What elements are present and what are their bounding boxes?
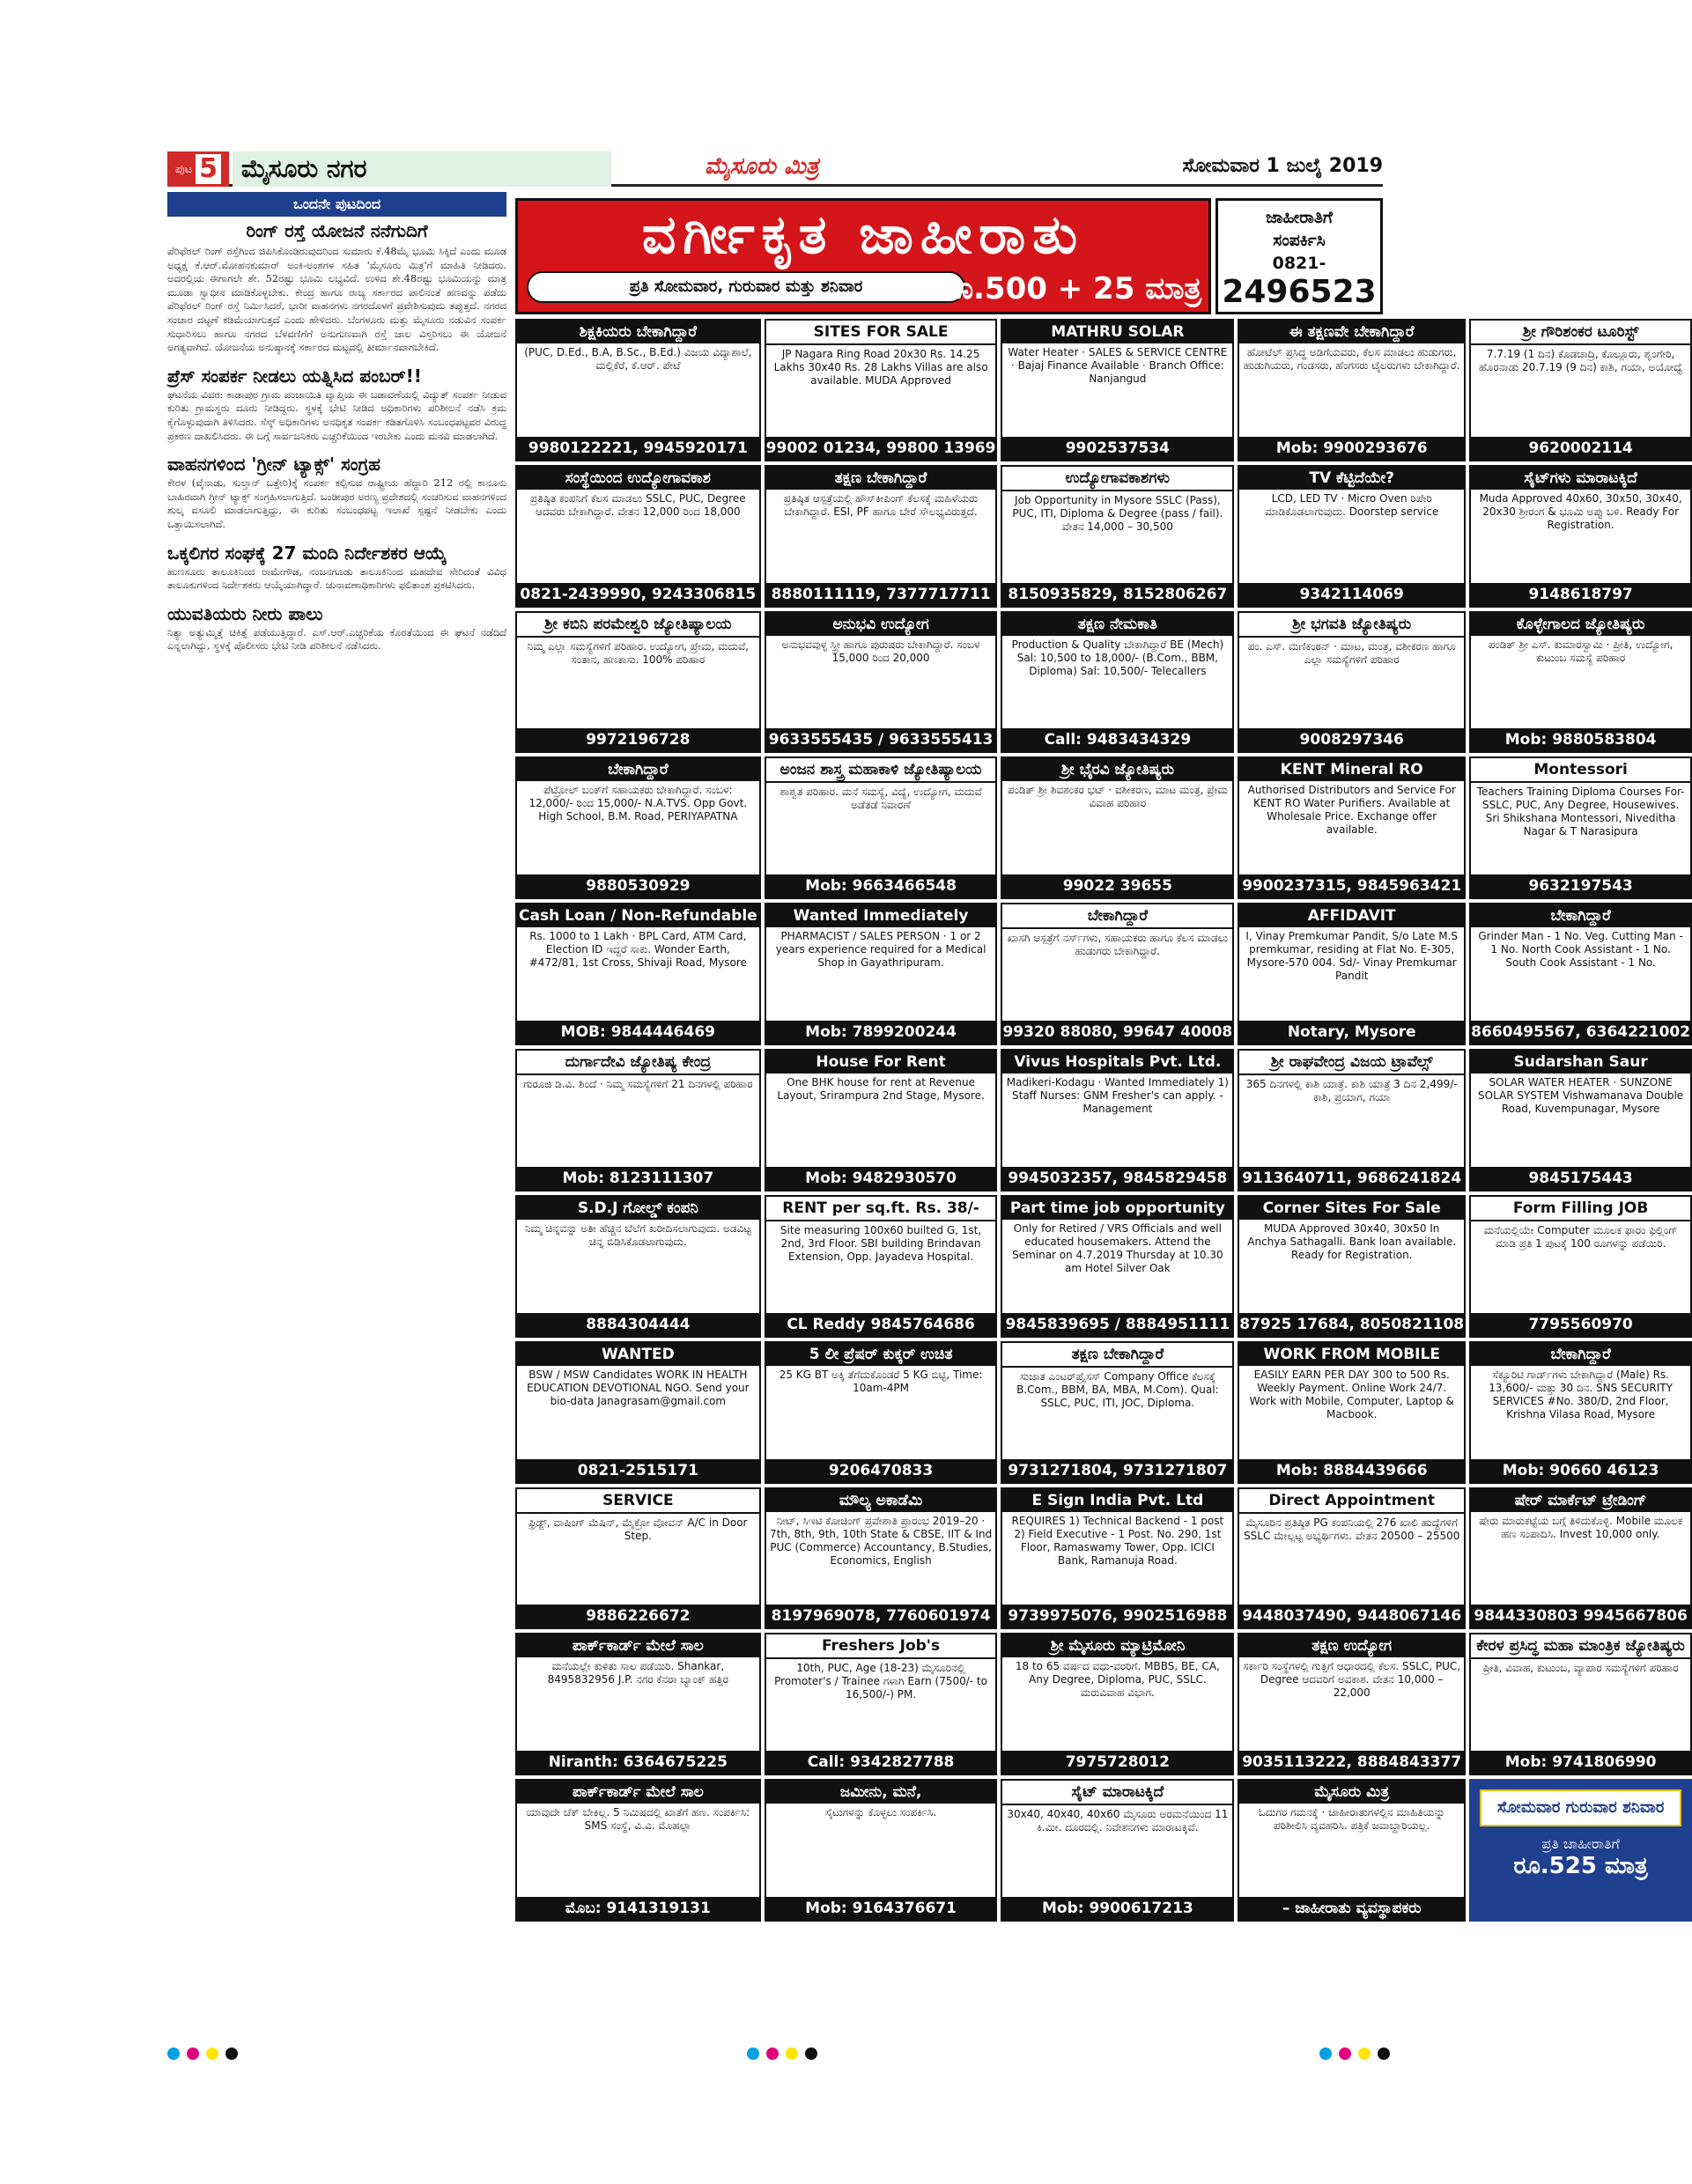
ad-body: Only for Retired / VRS Officials and well educated housemakers. Attend the Seminar on 4.7.2019 Thursday at 10.30 am Hotel Silver Oak [1012, 1221, 1223, 1274]
news-body: ಘಟನೆಯ ವಿವರ: ಕಾಡಾಪುರ ಗ್ರಾಮ ಪಂಚಾಯಿತಿ ವ್ಯಾಪ್ತಿಯ ಈ ಬಡಾವಣೆಯಲ್ಲಿ ವಿದ್ಯುತ್ ಸಂಪರ್ಕ ನೀಡುವ ಕುರಿತು ಗ್ರಾಮಸ್ಥರು ದೂರು ನೀಡಿದ್ದರು. ಸ್ಥಳಕ್ಕೆ ಭೇಟಿ ನೀಡಿದ ಅಧಿಕಾರಿಗಳು ಪರಿಶೀಲನೆ ನಡೆಸಿ ಕ್ರಮ ಕೈಗೊಳ್ಳುವುದಾಗಿ ತಿಳಿಸಿದರು. ಸೆಸ್ಕ್ ಅಧಿಕಾರಿಗಳು ಅನಧಿಕೃತ ಸಂಪರ್ಕ ಕಡಿತಗೊಳಿಸಿ ಸಂಬಂಧಪಟ್ಟವರ ವಿರುದ್ಧ ಪ್ರಕರಣ ದಾಖಲಿಸಿದರು. ಈ ಬಗ್ಗೆ ಸಾರ್ವಜನಿಕರು ಎಚ್ಚರಿಕೆಯಿಂದ ಇರಬೇಕು ಎಂದು ಮನವಿ ಮಾಡಲಾಗಿದೆ. [167, 387, 506, 442]
classified-ad [1001, 1049, 1234, 1192]
ad-title: SERVICE [517, 1489, 759, 1514]
ad-body: Grinder Man - 1 No. Veg. Cutting Man - 1 No. North Cook Assistant - 1 No. South Cook Assistant - 1 No. [1478, 930, 1683, 970]
ad-phone: Mob: 90660 46123 [1471, 1459, 1690, 1482]
ad-body: Rs. 1000 to 1 Lakh · BPL Card, ATM Card, Election ID ಇದ್ದರೆ ಸಾಕು. Wonder Earth, #472/81, 1st Cross, Shivaji Road, Mysore [528, 930, 747, 970]
classified-ad [765, 1633, 998, 1775]
ad-body: Water Heater · SALES & SERVICE CENTRE · Bajaj Finance Available · Branch Office: Nanjangud [1008, 346, 1228, 385]
ad-body: ಪೆಟ್ರೋಲ್ ಬಂಕ್‌ಗೆ ಸಹಾಯಕರು ಬೇಕಾಗಿದ್ದಾರೆ. ಸಂಬಳ: 12,000/- ರಿಂದ 15,000/- N.A.TVS. Opp Govt. High School, B.M. Road, PERIYAPATNA [528, 784, 748, 823]
classified-ad [1469, 1195, 1692, 1338]
ad-body: ಓದುಗರ ಗಮನಕ್ಕೆ · ಜಾಹೀರಾತುಗಳಲ್ಲಿನ ಮಾಹಿತಿಯನ್ನು ಪರಿಶೀಲಿಸಿ ವ್ಯವಹರಿಸಿ. ಪತ್ರಿಕೆ ಜವಾಬ್ದಾರಿಯಲ್ಲ. [1258, 1806, 1445, 1833]
ad-phone: Mob: 9900617213 [1002, 1897, 1232, 1920]
ad-title: ಈ ತಕ್ಷಣವೇ ಬೇಕಾಗಿದ್ದಾರೆ [1239, 321, 1464, 343]
classified-ad [1238, 319, 1466, 461]
ad-body: ಪಂ. ಎಸ್. ಮಣಿಕಂಠನ್ · ಮಾಟ, ಮಂತ್ರ, ವಶೀಕರಣ ಹಾಗೂ ಎಲ್ಲಾ ಸಮಸ್ಯೆಗಳಿಗೆ ಪರಿಹಾರ [1247, 639, 1456, 666]
ad-phone: 9739975076, 9902516988 [1002, 1605, 1232, 1627]
ad-body: ಪಂಡಿತ್ ಶ್ರೀ ಎಸ್. ಕುಮಾರಸ್ವಾಮಿ · ಪ್ರೀತಿ, ಉದ್ಯೋಗ, ಕುಟುಂಬ ಸಮಸ್ಯೆ ಪರಿಹಾರ [1488, 638, 1674, 664]
registration-marks-left [167, 2048, 238, 2060]
ad-phone: 7975728012 [1002, 1751, 1232, 1774]
ad-phone: 9945032357, 9845829458 [1002, 1167, 1232, 1190]
promo-text: ಸೋಮವಾರ ಗುರುವಾರ ಶನಿವಾರ [1480, 1789, 1681, 1826]
ad-title: ಪಾರ್ಕ್‌ಕಾರ್ಡ್ ಮೇಲೆ ಸಾಲ [517, 1781, 759, 1804]
ad-body: ಪ್ರತಿಷ್ಠಿತ ಕಂಪನಿಗೆ ಕೆಲಸ ಮಾಡಲು SSLC, PUC, Degree ಆದವರು ಬೇಕಾಗಿದ್ದಾರೆ. ವೇತನ 12,000 ರಿಂದ 18,000 [530, 491, 746, 518]
magenta-dot [1339, 2048, 1351, 2060]
ad-body: ಖಾಸಗಿ ಆಸ್ಪತ್ರೆಗೆ ನರ್ಸ್‌ಗಳು, ಸಹಾಯಕರು ಹಾಗೂ ಕೆಲಸ ಮಾಡಲು ಹುಡುಗರು ಬೇಕಾಗಿದ್ದಾರೆ. [1007, 932, 1229, 958]
classified-ad [515, 319, 761, 461]
ad-title: ಸಂಸ್ಥೆಯಿಂದ ಉದ್ಯೋಗಾವಕಾಶ [517, 467, 759, 490]
news-subhead: ವಾಹನಗಳಿಂದ 'ಗ್ರೀನ್ ಟ್ಯಾಕ್ಸ್' ಸಂಗ್ರಹ [167, 454, 381, 476]
ad-phone: Call: 9342827788 [766, 1751, 996, 1774]
ad-body: ಪ್ರೀತಿ, ವಿವಾಹ, ಕುಟುಂಬ, ವ್ಯಾಪಾರ ಸಮಸ್ಯೆಗಳಿಗೆ ಪರಿಹಾರ [1482, 1662, 1679, 1675]
classified-ad [1001, 611, 1234, 754]
ad-phone: 9845175443 [1471, 1167, 1690, 1190]
classified-ad [1001, 319, 1234, 461]
ad-phone: 9113640711, 9686241824 [1239, 1167, 1464, 1190]
ad-title: ದುರ್ಗಾದೇವಿ ಜ್ಯೋತಿಷ್ಯ ಕೇಂದ್ರ [517, 1051, 759, 1075]
ad-title: ಶಿಕ್ಷಕಿಯರು ಬೇಕಾಗಿದ್ದಾರೆ [517, 321, 759, 343]
classified-ad [765, 903, 998, 1045]
ad-phone: 9632197543 [1471, 874, 1690, 897]
ad-title: Cash Loan / Non-Refundable [517, 904, 759, 927]
ad-body: ಸೆಕ್ಯೂರಿಟಿ ಗಾರ್ಡ್‌ಗಳು ಬೇಕಾಗಿದ್ದಾರೆ (Male) Rs. 13,600/- ಮತ್ತು 30 ದಿನ. SNS SECURITY SERVICES #No. 380/D, 2nd Floor, Krishna Vilasa Road, Mysore [1489, 1368, 1673, 1420]
classified-ad [515, 756, 761, 899]
ad-phone: 7795560970 [1471, 1313, 1690, 1336]
classified-ad [765, 756, 998, 899]
ad-body: Production & Quality ಬೇಕಾಗಿದ್ದಾರೆ BE (Mech) Sal: 10,500 to 18,000/- (B.Com., BBM, Diploma) Sal: 10,500/- Telecallers [1011, 638, 1224, 677]
ad-title: ಶ್ರೀ ಭೈರವಿ ಜ್ಯೋತಿಷ್ಯರು [1002, 758, 1232, 781]
classified-ad [765, 319, 998, 461]
news-body: ಪೆರಿಫೆರಲ್ ರಿಂಗ್ ರಸ್ತೆಗಿಂದ ಜಿಪಿಸಿಕೊಂಡಿರುವುದರಿಂದ ಸುಮಾರು ಕೆ.48ಮೈ ಭೂಮಿ ಸಿಕ್ಕಿದೆ ಎಂದು ಮೂಡ ಅಧ್ಯಕ್ಷ ಕೆ.ಆರ್.ಮೋಹನಕುಮಾರ್ ಅಂಕಿ-ಅಂಶಗಳ ಸಹಿತ 'ಮೈಸೂರು ಮಿತ್ರ'ಗೆ ಮಾಹಿತಿ ನೀಡಿದರು. ಅದರಲ್ಲಿಯ ಈಗಾಗಲೇ ಶೇ. 52ರಷ್ಟು ಭೂಮಿ ಲಭ್ಯವಿದೆ. ಉಳಿದ ಶೇ.48ರಷ್ಟು ಭೂಮಿಯನ್ನು ಮಾತ್ರ ಮೂಡಾ ಸ್ವಾಧೀನ ಮಾಡಿಕೊಳ್ಳಬೇಕು. ಕೇಂದ್ರ ಹಾಗೂ ರಾಜ್ಯ ಸರ್ಕಾರದ ಪಾಲಿನಂತೆ ಹಣವನ್ನು ಪಡೆದು ಪೆರಿಫೆರಲ್ ರಿಂಗ್ ರಸ್ತೆ ನಿರ್ಮಿಸಿದರೆ, ಭಾರೀ ವಾಹನಗಳು ನಗರದೊಳಗೆ ಪ್ರವೇಶಿಸುವುದು ತಪ್ಪುತ್ತದೆ. ನಗರದ ಸಂಚಾರ ದಟ್ಟಣೆ ಕಡಿಮೆಯಾಗುತ್ತದೆ ಎಂದು ಹೇಳಿದರು. ಬೆಂಗಳೂರು ಮತ್ತು ಮೈಸೂರು ನಡುವಿನ ಸಂಪರ್ಕ ಸುಧಾರಿಸಲು ಹಾಗೂ ನಗರದ ಬೆಳವಣಿಗೆಗೆ ಅನುಗುಣವಾಗಿ ರಸ್ತೆ ಜಾಲ ವಿಸ್ತರಿಸಲು ಈ ಯೋಜನೆ ಅಗತ್ಯವಾಗಿದೆ. ಯೋಜನೆಯ ಅನುಷ್ಠಾನಕ್ಕೆ ಸರ್ಕಾರದ ಮಟ್ಟದಲ್ಲಿ ತೀರ್ಮಾನವಾಗಬೇಕಿದೆ. [167, 245, 506, 354]
ad-title: ಮೈಸೂರು ಮಿತ್ರ [1239, 1781, 1464, 1804]
ad-title: ಶ್ರೀ ಕಬಿನಿ ಪರಮೇಶ್ವರಿ ಜ್ಯೋತಿಷ್ಯಾಲಯ [517, 613, 759, 638]
ad-phone: Mob: 9663466548 [766, 874, 996, 897]
ad-phone: Mob: 9900293676 [1239, 437, 1464, 460]
ad-body: I, Vinay Premkumar Pandit, S/o Late M.S premkumar, residing at Flat No. E-305, Mysore-570 004. Sd/- Vinay Premkumar Pandit [1245, 930, 1458, 983]
ad-phone: Mob: 9482930570 [766, 1167, 996, 1190]
news-body: ಕೇರಳ (ವೈನಾಡು, ಸುಲ್ತಾನ್ ಬತ್ತೇರಿ)ಕ್ಕೆ ಸಂಪರ್ಕ ಕಲ್ಪಿಸುವ ರಾಷ್ಟ್ರೀಯ ಹೆದ್ದಾರಿ 212 ರಲ್ಲಿ ಕಾನೂನು ಬಾಹಿರವಾಗಿ ಗ್ರೀನ್ ಟ್ಯಾಕ್ಸ್ ಸಂಗ್ರಹಿಸಲಾಗುತ್ತಿದೆ. ಬಂಡೀಪುರ ಅರಣ್ಯ ಪ್ರದೇಶದಲ್ಲಿ ಸಂಚರಿಸುವ ವಾಹನಗಳಿಂದ ಶುಲ್ಕ ವಸೂಲಿ ಮಾಡಲಾಗುತ್ತಿದ್ದು, ಈ ಕುರಿತು ಸಂಬಂಧಪಟ್ಟ ಇಲಾಖೆ ಸ್ಪಷ್ಟನೆ ನೀಡಬೇಕು ಎಂದು ಒತ್ತಾಯಿಸಲಾಗಿದೆ. [167, 476, 506, 530]
classified-ad [1238, 1633, 1466, 1775]
ad-phone: MOB: 9844446469 [517, 1021, 759, 1044]
ad-phone: 9902537534 [1002, 437, 1232, 460]
classified-ad [515, 1195, 761, 1338]
classified-ad [765, 611, 998, 754]
black-dot [1378, 2048, 1390, 2060]
cyan-dot [1319, 2048, 1332, 2060]
classified-ad [1469, 1049, 1692, 1192]
ad-body: MUDA Approved 30x40, 30x50 In Anchya Sathagalli. Bank loan available. Ready for Registration. [1247, 1221, 1457, 1261]
classified-ad [1469, 1487, 1692, 1630]
promo-ad [1469, 1779, 1692, 1922]
ad-title: ಶ್ರೀ ಗೌರಿಶಂಕರ ಟೂರಿಸ್ಟ್ [1471, 321, 1690, 345]
ad-body: Authorised Distributors and Service For KENT RO Water Purifiers. Available at Wholesale Price. Exchange offer available. [1247, 784, 1456, 837]
classified-ad [1001, 756, 1234, 899]
ad-title: Direct Appointment [1239, 1489, 1464, 1514]
ad-body: SOLAR WATER HEATER · SUNZONE SOLAR SYSTEM Vishwamanava Double Road, Kuvempunagar, Mysore [1478, 1076, 1684, 1116]
ad-title: ಉದ್ಯೋಗಾವಕಾಶಗಳು [1002, 467, 1232, 491]
classified-ad [515, 465, 761, 608]
ad-body: 7.7.19 (1 ದಿನ) ಕೊಡಚಾದ್ರಿ, ಕೊಲ್ಲೂರು, ಶೃಂಗೇರಿ, ಹೊರನಾಡು 20.7.19 (9 ದಿನ) ಕಾಶಿ, ಗಯಾ, ಅಯೋಧ್ಯೆ [1478, 348, 1683, 373]
ad-title: House For Rent [766, 1051, 996, 1074]
ad-title: ಸೈಟ್ ಮಾರಾಟಕ್ಕಿದೆ [1002, 1781, 1232, 1805]
ad-title: ತಕ್ಷಣ ಬೇಕಾಗಿದ್ದಾರೆ [766, 467, 996, 490]
ad-title: ಶ್ರೀ ರಾಘವೇಂದ್ರ ವಿಜಯ ಟ್ರಾವೆಲ್ಸ್ [1239, 1051, 1464, 1075]
ad-body: Job Opportunity in Mysore SSLC (Pass), PUC, ITI, Diploma & Degree (pass / fail). ವೇತನ 14,000 – 30,500 [1012, 493, 1223, 533]
ad-title: Montessori [1471, 758, 1690, 783]
ad-title: MATHRU SOLAR [1002, 321, 1232, 343]
classified-ad [1238, 1779, 1466, 1922]
page-header [167, 151, 1383, 187]
ad-body: ಅನುಭವವುಳ್ಳ ಸ್ತ್ರೀ ಹಾಗೂ ಪುರುಷರು ಬೇಕಾಗಿದ್ದಾರೆ. ಸಂಬಳ 15,000 ರಿಂದ 20,000 [781, 638, 980, 664]
classified-ad [765, 1341, 998, 1484]
ad-title: S.D.J ಗೋಲ್ಡ್ ಕಂಪನಿ [517, 1197, 759, 1220]
contact-line: ಜಾಹೀರಾತಿಗೆ [1266, 208, 1333, 227]
ad-phone: 9206470833 [766, 1459, 996, 1482]
ad-body: BSW / MSW Candidates WORK IN HEALTH EDUCATION DEVOTIONAL NGO. Send your bio-data Janagrasam@gmail.com [527, 1368, 750, 1407]
yellow-dot [786, 2048, 798, 2060]
ad-title: Freshers Job's [766, 1634, 996, 1659]
ad-body: LCD, LED TV · Micro Oven ರಿಪೇರಿ ಮಾಡಿಕೊಡಲಾಗುವುದು. Doorstep service [1265, 491, 1439, 518]
ad-body: ಪ್ರತಿಷ್ಠಿತ ಆಸ್ಪತ್ರೆಯಲ್ಲಿ ಹೌಸ್‌ಕೀಪಿಂಗ್ ಕೆಲಸಕ್ಕೆ ಮಹಿಳೆಯರು ಬೇಕಾಗಿದ್ದಾರೆ. ESI, PF ಹಾಗೂ ಬೇರೆ ಸೌಲಭ್ಯವಿರುತ್ತದೆ. [783, 491, 979, 518]
classified-ad [515, 1487, 761, 1630]
ad-body: 10th, PUC, Age (18-23) ಮೈಸೂರಿನಲ್ಲಿ Promoter's / Trainee ಗಳಾಗಿ Earn (7500/- to 16,500/-) PM. [774, 1662, 987, 1701]
ad-phone: Mob: 7899200244 [766, 1021, 996, 1044]
ad-title: ಜಮೀನು, ಮನೆ, [766, 1781, 996, 1804]
ad-title: ಶ್ರೀ ಮೈಸೂರು ಮ್ಯಾಟ್ರಿಮೋನಿ [1002, 1634, 1232, 1657]
classified-ad [1238, 1341, 1466, 1484]
ad-phone: 9880530929 [517, 874, 759, 897]
ad-body: Teachers Training Diploma Courses For-SSLC, PUC, Any Degree, Housewives. Sri Shikshana Montessori, Niveditha Nagar & T Narasipura [1476, 786, 1685, 838]
ad-body: ಮನೆಯಲ್ಲಿಯೇ Computer ಮೂಲಕ ಫಾರಂ ಫಿಲ್ಲಿಂಗ್ ಮಾಡಿ ಪ್ರತಿ 1 ಪುಟಕ್ಕೆ 100 ರೂಗಳನ್ನು ಪಡೆಯಿರಿ. [1483, 1223, 1678, 1250]
ad-title: ಬೇಕಾಗಿದ್ದಾರೆ [517, 758, 759, 781]
ad-body: ಸರ್ಕಾರಿ ಸಂಸ್ಥೆಗಳಲ್ಲಿ ಗುತ್ತಿಗೆ ಆಧಾರದಲ್ಲಿ ಕೆಲಸ. SSLC, PUC, Degree ಆದವರಿಗೆ ಅವಕಾಶ. ವೇತನ 10,000 – 22,000 [1243, 1660, 1461, 1700]
ad-title: Corner Sites For Sale [1239, 1197, 1464, 1220]
classified-ads-grid [515, 319, 1691, 1922]
classified-ad [1469, 465, 1692, 608]
registration-marks-center [747, 2048, 817, 2060]
ad-phone: Mob: 8123111307 [517, 1167, 759, 1190]
ad-title: ಅಂಜನ ಶಾಸ್ತ್ರ ಮಹಾಕಾಳಿ ಜ್ಯೋತಿಷ್ಯಾಲಯ [766, 758, 996, 783]
ad-title: ಕೊಳ್ಳೇಗಾಲದ ಜ್ಯೋತಿಷ್ಯರು [1471, 613, 1690, 636]
promo-text: ಪ್ರತಿ ಜಾಹೀರಾತಿಗೆ [1541, 1835, 1620, 1853]
ad-body: (PUC, D.Ed., B.A, B.Sc., B.Ed.) ವಿಜಯ ವಿದ್ಯಾಶಾಲೆ, ಮಲ್ಲಿಕೆರೆ, ಕೆ.ಆರ್. ಪೇಟೆ [524, 346, 752, 372]
ad-phone: 99022 39655 [1002, 874, 1232, 897]
ad-title: Vivus Hospitals Pvt. Ltd. [1002, 1051, 1232, 1074]
ad-body: ಸೈಟುಗಳನ್ನು ಕೊಳ್ಳಲು ಸಂಪರ್ಕಿಸಿ. [824, 1806, 937, 1819]
banner-days: ಪ್ರತಿ ಸೋಮವಾರ, ಗುರುವಾರ ಮತ್ತು ಶನಿವಾರ [527, 271, 965, 303]
news-kicker: ಒಂದನೇ ಪುಟದಿಂದ [167, 192, 506, 217]
ad-body: ಫ್ರಿಡ್ಜ್, ವಾಷಿಂಗ್ ಮೆಷಿನ್, ಮೈಕ್ರೋ ವೋವನ್ A/C in Door Step. [528, 1516, 748, 1542]
news-subhead: ಪ್ರೆಸ್ ಸಂಪರ್ಕ ನೀಡಲು ಯತ್ನಿಸಿದ ಪಂಬರ್!! [167, 365, 422, 387]
classified-ad [765, 1195, 998, 1338]
classified-ad [1469, 903, 1692, 1045]
ad-body: ಮನೆಯಲ್ಲೇ ಕುಳಿತು ಸಾಲ ಪಡೆಯಿರಿ. Shankar, 8495832956 J.P. ನಗರ ಕೆನರಾ ಬ್ಯಾಂಕ್ ಹತ್ತಿರ [547, 1660, 728, 1686]
news-headline: ರಿಂಗ್ ರಸ್ತೆ ಯೋಜನೆ ನನೆಗುದಿಗೆ [246, 220, 428, 241]
classifieds-banner [515, 198, 1211, 314]
ad-phone: 87925 17684, 8050821108 [1239, 1313, 1464, 1336]
contact-line: 0821- [1272, 254, 1326, 273]
classified-ad [1238, 903, 1466, 1045]
magenta-dot [187, 2048, 199, 2060]
ad-body: ನಿಮ್ಮ ಚಿನ್ನವನ್ನು ಅತೀ ಹೆಚ್ಚಿನ ಬೆಲೆಗೆ ಖರೀದಿಸಲಾಗುವುದು. ಅಡವಿಟ್ಟ ಚಿನ್ನ ಬಿಡಿಸಿಕೊಡಲಾಗುವುದು. [524, 1221, 751, 1248]
classified-ad [1238, 611, 1466, 754]
ad-title: KENT Mineral RO [1239, 758, 1464, 781]
ad-phone: 9731271804, 9731271807 [1002, 1459, 1232, 1482]
classified-ad [1469, 611, 1692, 754]
classified-ad [1238, 1049, 1466, 1192]
ad-phone: – ಜಾಹೀರಾತು ವ್ಯವಸ್ಥಾಪಕರು [1239, 1897, 1464, 1920]
ad-title: TV ಕೆಟ್ಟಿದೆಯೇ? [1239, 467, 1464, 490]
ad-title: ಕೇರಳ ಪ್ರಸಿದ್ಧ ಮಹಾ ಮಾಂತ್ರಿಕ ಜ್ಯೋತಿಷ್ಯರು [1471, 1634, 1690, 1659]
classified-ad [1001, 903, 1234, 1045]
ad-body: PHARMACIST / SALES PERSON · 1 or 2 years experience required for a Medical Shop in Gayathripuram. [775, 930, 986, 970]
ad-body: ಷೇರು ಮಾರುಕಟ್ಟೆಯ ಬಗ್ಗೆ ತಿಳಿದುಕೊಳ್ಳಿ. Mobile ಮೂಲಕ ಹಣ ಸಂಪಾದಿಸಿ. Invest 10,000 only. [1479, 1514, 1683, 1540]
ad-body: ಶಾಶ್ವತ ಪರಿಹಾರ. ಮನೆ ಸಮಸ್ಯೆ, ವಿದ್ಯೆ, ಉದ್ಯೋಗ, ಮದುವೆ ಅಡೆತಡೆ ನಿವಾರಣೆ [780, 786, 982, 812]
ad-phone: 8880111119, 7377717711 [766, 583, 996, 606]
classified-ad [515, 1779, 761, 1922]
ad-title: ಸೈಟ್‌ಗಳು ಮಾರಾಟಕ್ಕಿದೆ [1471, 467, 1690, 490]
ad-phone: 0821-2515171 [517, 1459, 759, 1482]
news-subhead: ಒಕ್ಕಲಿಗರ ಸಂಘಕ್ಕೆ 27 ಮಂದಿ ನಿರ್ದೇಶಕರ ಆಯ್ಕೆ [167, 542, 447, 564]
classified-ad [1469, 756, 1692, 899]
classified-ad [1469, 319, 1692, 461]
ad-body: ಮೈಸೂರಿನ ಪ್ರತಿಷ್ಠಿತ PG ಕಂಪನಿಯಲ್ಲಿ 276 ಖಾಲಿ ಹುದ್ದೆಗಳಿಗೆ SSLC ಮೇಲ್ಪಟ್ಟ ಅಭ್ಯರ್ಥಿಗಳು. ವೇತನ 20500 – 25500 [1244, 1516, 1460, 1542]
ad-title: ಬೇಕಾಗಿದ್ದಾರೆ [1471, 904, 1690, 927]
news-subhead: ಯುವತಿಯರು ನೀರು ಪಾಲು [167, 602, 323, 624]
ad-phone: 8660495567, 6364221002 [1471, 1021, 1690, 1044]
ad-title: WANTED [517, 1343, 759, 1366]
ad-phone: Call: 9483434329 [1002, 728, 1232, 751]
ad-title: Sudarshan Saur [1471, 1051, 1690, 1074]
ad-title: RENT per sq.ft. Rs. 38/- [766, 1197, 996, 1221]
classified-ad [515, 1341, 761, 1484]
ad-title: WORK FROM MOBILE [1239, 1343, 1464, 1366]
ad-title: ಪಾರ್ಕ್‌ಕಾರ್ಡ್ ಮೇಲೆ ಸಾಲ [517, 1634, 759, 1657]
classified-ad [1001, 465, 1234, 608]
classified-ad [515, 903, 761, 1045]
classified-ad [1469, 1633, 1692, 1775]
ad-body: 365 ದಿನಗಳಲ್ಲಿ ಕಾಶಿ ಯಾತ್ರೆ. ಕಾಶಿ ಯಾತ್ರೆ 3 ದಿನ 2,499/- ಕಾಶಿ, ಪ್ರಯಾಗ, ಗಯಾ [1245, 1078, 1458, 1104]
ad-title: Part time job opportunity [1002, 1197, 1232, 1220]
classified-ad [1238, 1195, 1466, 1338]
banner-price: ರೂ.500 + 25 ಮಾತ್ರ [938, 271, 1201, 306]
ad-phone: 9972196728 [517, 728, 759, 751]
promo-text: ರೂ.525 ಮಾತ್ರ [1513, 1853, 1648, 1880]
ad-body: ಹೋಟೆಲ್ ಪ್ರಸಿದ್ಧ ಅಡಿಗೆಯವರು, ಕೆಲಸ ಮಾಡಲು ಹುಡುಗರು, ಹುಡುಗಿಯರು, ಗಂಡಸರು, ಹೆಂಗಸರು ಟೈಲರುಗಳು ಬೇಕಾಗಿದ್ದಾರೆ. [1243, 346, 1460, 372]
ad-title: Form Filling JOB [1471, 1197, 1690, 1221]
ad-title: 5 ಲೀ ಪ್ರೆಷರ್ ಕುಕ್ಕರ್ ಉಚಿತ [766, 1343, 996, 1366]
ad-title: SITES FOR SALE [766, 321, 996, 345]
ad-phone: 9008297346 [1239, 728, 1464, 751]
ad-phone: Niranth: 6364675225 [517, 1751, 759, 1774]
ad-body: JP Nagara Ring Road 20x30 Rs. 14.25 Lakhs 30x40 Rs. 28 Lakhs Villas are also available. MUDA Approved [773, 348, 988, 387]
ad-phone: 8197969078, 7760601974 [766, 1605, 996, 1627]
cyan-dot [167, 2048, 180, 2060]
banner-title: ವರ್ಗೀಕೃತ ಜಾಹೀರಾತು [641, 204, 1085, 266]
black-dot [805, 2048, 817, 2060]
ad-phone: 9900237315, 9845963421 [1239, 874, 1464, 897]
ad-body: ನಿಮ್ಮ ಎಲ್ಲಾ ಸಮಸ್ಯೆಗಳಿಗೆ ಪರಿಹಾರ. ಉದ್ಯೋಗ, ಪ್ರೇಮ, ಮದುವೆ, ಸಂತಾನ, ಹಣಕಾಸು. 100% ಪರಿಹಾರ [527, 639, 750, 666]
ad-phone: 9148618797 [1471, 583, 1690, 606]
classified-ad [515, 1049, 761, 1192]
ad-title: ಬೇಕಾಗಿದ್ದಾರೆ [1002, 904, 1232, 929]
ad-body: EASILY EARN PER DAY 300 to 500 Rs. Weekly Payment. Online Work 24/7. Work with Mobile, Computer, Laptop & Macbook. [1249, 1368, 1454, 1420]
ad-title: ತಕ್ಷಣ ಬೇಕಾಗಿದ್ದಾರೆ [1002, 1343, 1232, 1368]
ad-body: ನೀಟ್, ಸಿಇಟಿ ಕೋಚಿಂಗ್ ಪ್ರವೇಶಾತಿ ಪ್ರಾರಂಭ 2019–20 · 7th, 8th, 9th, 10th State & CBSE, IIT & Ind PUC (Commerce) Accountancy, B.Studies, Economics, English [769, 1514, 993, 1567]
ad-phone: Mob: 8884439666 [1239, 1459, 1464, 1482]
ad-phone: 9342114069 [1239, 583, 1464, 606]
ad-phone: Mob: 9164376671 [766, 1897, 996, 1920]
cyan-dot [747, 2048, 759, 2060]
ad-phone: 8884304444 [517, 1313, 759, 1336]
ad-phone: 9620002114 [1471, 437, 1690, 460]
ad-title: E Sign India Pvt. Ltd [1002, 1489, 1232, 1512]
registration-marks-right [1319, 2048, 1390, 2060]
contact-line: ಸಂಪರ್ಕಿಸಿ [1273, 231, 1326, 250]
classified-ad [1238, 1487, 1466, 1630]
news-body: ನಿತ್ಯಾ ಅತ್ಯುಮ್ಮಿತ್ತೆ ಚಿಕಿತ್ಸೆ ಪಡೆಯುತ್ತಿದ್ದಾರೆ. ಎಸ್.ಆರ್.ಎಚ್ಚರಿಕೆಯ ಕೊರತೆಯಿಂದ ಈ ಘಟನೆ ನಡೆದಿದೆ ಎನ್ನಲಾಗಿದ್ದು, ಸ್ಥಳಕ್ಕೆ ಪೊಲೀಸರು ಭೇಟಿ ನೀಡಿ ಪರಿಶೀಲನೆ ನಡೆಸಿದರು. [167, 625, 506, 653]
page-label: ಪುಟ [175, 162, 193, 176]
ad-phone: 9633555435 / 9633555413 [766, 728, 996, 751]
page-number-badge [167, 151, 229, 187]
ad-body: REQUIRES 1) Technical Backend - 1 post 2) Field Executive - 1 Post. No. 290, 1st Floor, Ramaswamy Tower, Opp. ICICI Bank, Ramanuja Road. [1011, 1514, 1224, 1567]
ad-phone: Mob: 9741806990 [1471, 1751, 1690, 1774]
ad-body: One BHK house for rent at Revenue Layout, Srirampura 2nd Stage, Mysore. [777, 1076, 985, 1103]
ad-title: ತಕ್ಷಣ ಉದ್ಯೋಗ [1239, 1634, 1464, 1657]
classified-ad [1001, 1341, 1234, 1484]
classified-ad [515, 1633, 761, 1775]
ad-title: ಷೇರ್ ಮಾರ್ಕೆಟ್ ಟ್ರೇಡಿಂಗ್ [1471, 1489, 1690, 1512]
ad-title: ಬೇಕಾಗಿದ್ದಾರೆ [1471, 1343, 1690, 1366]
ad-phone: 9845839695 / 8884951111 [1002, 1313, 1232, 1336]
ad-body: ಯಾವುದೇ ಚೆಕ್ ಬೇಕಿಲ್ಲ. 5 ನಿಮಿಷದಲ್ಲಿ ಖಾತೆಗೆ ಹಣ. ಸಂಪರ್ಕಿಸಿ: SMS ಸಂಸ್ಥೆ, ವಿ.ವಿ. ಮೊಹಲ್ಲಾ [526, 1806, 750, 1833]
ad-title: Wanted Immediately [766, 904, 996, 927]
ad-body: 30x40, 40x40, 40x60 ಮೈಸೂರು ಅರಮನೆಯಿಂದ 11 ಕಿ.ಮೀ. ದೂರದಲ್ಲಿ. ನಿವೇಶನಗಳು ಮಾರಾಟಕ್ಕಿವೆ. [1007, 1808, 1229, 1834]
ad-body: ಸುಜಾತ ಎಂಟರ್‌ಪ್ರೈಸಸ್ Company Office ಕೆಲಸಕ್ಕೆ B.Com., BBM, BA, MBA, M.Com). Qual: SSLC, PUC, ITI, JOC, Diploma. [1016, 1369, 1219, 1409]
classified-ad [765, 1487, 998, 1630]
ad-phone: 9980122221, 9945920171 [517, 437, 759, 460]
ad-phone: Notary, Mysore [1239, 1021, 1464, 1044]
contact-phone: 2496523 [1222, 274, 1377, 310]
yellow-dot [206, 2048, 218, 2060]
ad-body: ಪಂಡಿತ್ ಶ್ರೀ ಶಿವಶಂಕರ ಭಟ್ · ವಶೀಕರಣ, ಮಾಟ ಮಂತ್ರ, ಪ್ರೇಮ ವಿವಾಹ ಪರಿಹಾರ [1007, 784, 1228, 810]
ad-phone: 0821-2439990, 9243306815 [517, 583, 759, 606]
ad-title: ತಕ್ಷಣ ನೇಮಕಾತಿ [1002, 613, 1232, 636]
news-column [167, 192, 506, 2024]
section-title: ಮೈಸೂರು ನಗರ [233, 151, 611, 187]
ad-title: AFFIDAVIT [1239, 904, 1464, 927]
ad-phone: 9035113222, 8884843377 [1239, 1751, 1464, 1774]
ad-body: Site measuring 100x60 builted G, 1st, 2nd, 3rd Floor. SBI building Brindavan Extension, Opp. Jayadeva Hospital. [780, 1223, 982, 1263]
ad-phone: ಮೊಬ: 9141319131 [517, 1897, 759, 1920]
ad-contact-box [1215, 198, 1383, 314]
ad-phone: 99002 01234, 99800 13969 [766, 437, 996, 460]
ad-title: ಅನುಭವಿ ಉದ್ಯೋಗ [766, 613, 996, 636]
ad-phone: 9886226672 [517, 1605, 759, 1627]
classified-ad [515, 611, 761, 754]
ad-title: ಶ್ರೀ ಭಗವತಿ ಜ್ಯೋತಿಷ್ಯರು [1239, 613, 1464, 638]
ad-body: Madikeri-Kodagu · Wanted Immediately 1) Staff Nurses: GNM Fresher's can apply. -Management [1006, 1076, 1229, 1116]
ad-body: 25 KG BT ಅಕ್ಕಿ ತೆಗೆದುಕೊಂಡರೆ 5 KG ಬಿಟ್ಟಿ, Time: 10am-4PM [779, 1368, 983, 1394]
yellow-dot [1358, 2048, 1371, 2060]
ad-title: ಮೌಲ್ಯ ಅಕಾಡೆಮಿ [766, 1489, 996, 1512]
issue-date: ಸೋಮವಾರ 1 ಜುಲೈ 2019 [1182, 155, 1383, 177]
ad-body: ಗುರೂಜಿ ಡಿ.ವಿ. ಶಿಂದೆ · ನಿಮ್ಮ ಸಮಸ್ಯೆಗಳಿಗೆ 21 ದಿನಗಳಲ್ಲಿ ಪರಿಹಾರ [523, 1078, 753, 1091]
classified-ad [765, 1049, 998, 1192]
page-number: 5 [196, 154, 221, 184]
ad-body: Muda Approved 40x60, 30x50, 30x40, 20x30 ಶ್ರೀರಂಗ & ಭೂಮಿ ಅಪ್ಪು ಬಳಿ. Ready For Registration. [1479, 491, 1682, 531]
magenta-dot [766, 2048, 779, 2060]
classified-ad [765, 465, 998, 608]
newspaper-name: ಮೈಸೂರು ಮಿತ್ರ [705, 153, 819, 180]
classified-ad [1001, 1779, 1234, 1922]
ad-body: 18 to 65 ವರ್ಷದ ವಧು-ವರರಿಗೆ. MBBS, BE, CA, Any Degree, Diploma, PUC, SSLC. ಮರುವಿವಾಹ ವಿಭಾಗ. [1015, 1660, 1220, 1700]
black-dot [225, 2048, 238, 2060]
news-body: ಹುಣಸೂರು ತಾಲೂಕಿನಿಂದ ರಾಮೇಗೌಡ, ನಂಜನಗೂಡು ತಾಲೂಕಿನಿಂದ ಮಹದೇವ ಸೇರಿದಂತೆ ವಿವಿಧ ತಾಲೂಕುಗಳಿಂದ ನಿರ್ದೇಶಕರು ಆಯ್ಕೆಯಾಗಿದ್ದಾರೆ. ಚುನಾವಣಾಧಿಕಾರಿಗಳು ಫಲಿತಾಂಶ ಪ್ರಕಟಿಸಿದರು. [167, 564, 506, 592]
ad-phone: 99320 88080, 99647 40008 [1002, 1021, 1232, 1044]
classified-ad [1238, 756, 1466, 899]
ad-phone: Mob: 9880583804 [1471, 728, 1690, 751]
ad-phone: 9448037490, 9448067146 [1239, 1605, 1464, 1627]
classified-ad [1001, 1195, 1234, 1338]
classified-ad [765, 1779, 998, 1922]
ad-phone: 8150935829, 8152806267 [1002, 583, 1232, 606]
classified-ad [1001, 1633, 1234, 1775]
ad-phone: 9844330803 9945667806 [1471, 1605, 1690, 1627]
classified-ad [1469, 1341, 1692, 1484]
classified-ad [1238, 465, 1466, 608]
classified-ad [1001, 1487, 1234, 1630]
ad-phone: CL Reddy 9845764686 [766, 1313, 996, 1336]
